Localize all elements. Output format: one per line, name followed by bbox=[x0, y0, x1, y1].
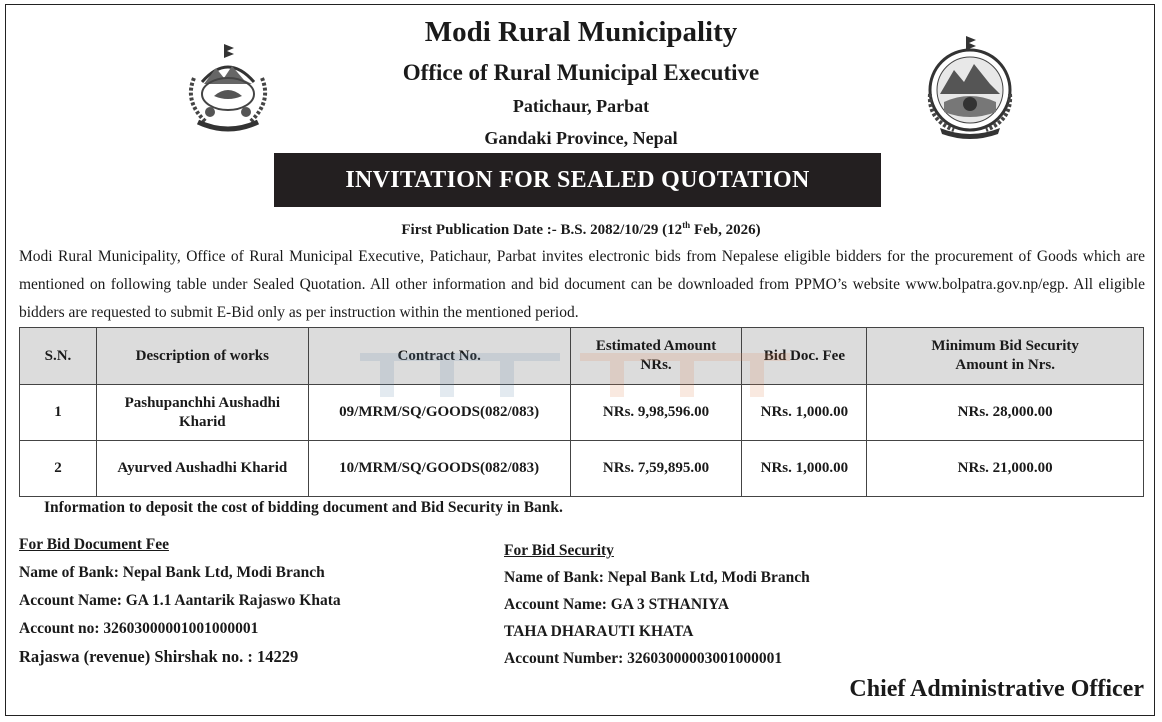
nepal-government-emblem-icon bbox=[180, 38, 276, 138]
publication-date-suffix: th bbox=[682, 220, 691, 230]
table-row bbox=[20, 385, 1144, 441]
header-security-line1: Minimum Bid Security bbox=[931, 338, 1079, 354]
bid-doc-fee-account-name: Account Name: GA 1.1 Aantarik Rajaswo Khata bbox=[19, 592, 341, 609]
cell-description bbox=[96, 385, 308, 441]
table-header-row bbox=[20, 328, 1144, 385]
bid-doc-fee-shirshak: Rajaswa (revenue) Shirshak no. : 14229 bbox=[19, 647, 299, 666]
header-sn: S.N. bbox=[20, 328, 97, 385]
bid-security-title: For Bid Security bbox=[504, 542, 614, 559]
cell-description-line1: Pashupanchhi Aushadhi bbox=[124, 394, 281, 411]
bid-security-account-no: Account Number: 32603000003001000001 bbox=[504, 650, 783, 667]
bank-info-title: Information to deposit the cost of bidding document and Bid Security in Bank. bbox=[44, 499, 563, 516]
publication-date bbox=[0, 220, 1162, 239]
header-estimated-line2: NRs. bbox=[640, 357, 672, 373]
municipality-name: Modi Rural Municipality bbox=[424, 16, 738, 48]
cell-bid-doc-fee: NRs. 1,000.00 bbox=[742, 385, 867, 441]
cell-description: Ayurved Aushadhi Kharid bbox=[96, 441, 308, 497]
bid-security-account-name-2: TAHA DHARAUTI KHATA bbox=[504, 623, 694, 640]
notice-banner: INVITATION FOR SEALED QUOTATION bbox=[274, 153, 881, 207]
cell-sn: 1 bbox=[20, 385, 97, 441]
cell-contract-no: 10/MRM/SQ/GOODS(082/083) bbox=[308, 441, 570, 497]
header-description: Description of works bbox=[96, 328, 308, 385]
office-name: Office of Rural Municipal Executive bbox=[402, 60, 760, 85]
office-address: Patichaur, Parbat bbox=[512, 96, 650, 116]
province-line: Gandaki Province, Nepal bbox=[484, 128, 678, 148]
header-bid-doc-fee: Bid Doc. Fee bbox=[742, 328, 867, 385]
cell-estimated-amount: NRs. 7,59,895.00 bbox=[570, 441, 742, 497]
header-contract-no: Contract No. bbox=[308, 328, 570, 385]
publication-date-label: First Publication Date :- B.S. 2082/10/29 (12 bbox=[401, 222, 683, 238]
bid-security-bank: Name of Bank: Nepal Bank Ltd, Modi Branch bbox=[504, 569, 810, 586]
header-security-line2: Amount in Nrs. bbox=[955, 357, 1055, 373]
bid-doc-fee-bank: Name of Bank: Nepal Bank Ltd, Modi Branch bbox=[19, 564, 325, 581]
cell-bid-security: NRs. 28,000.00 bbox=[867, 385, 1144, 441]
cell-bid-security: NRs. 21,000.00 bbox=[867, 441, 1144, 497]
bid-security-account-name: Account Name: GA 3 STHANIYA bbox=[504, 596, 730, 613]
table-row bbox=[20, 441, 1144, 497]
municipality-logo-icon bbox=[918, 34, 1022, 142]
header-estimated-amount bbox=[570, 328, 742, 385]
cell-estimated-amount: NRs. 9,98,596.00 bbox=[570, 385, 742, 441]
publication-date-tail: Feb, 2026) bbox=[690, 222, 761, 238]
bid-doc-fee-account-no: Account no: 32603000001001000001 bbox=[19, 620, 259, 637]
signature-title: Chief Administrative Officer bbox=[849, 676, 1144, 702]
quotation-table bbox=[19, 327, 1144, 497]
cell-description-line2: Kharid bbox=[178, 413, 226, 430]
bid-document-fee-section bbox=[19, 534, 341, 674]
cell-contract-no: 09/MRM/SQ/GOODS(082/083) bbox=[308, 385, 570, 441]
cell-sn: 2 bbox=[20, 441, 97, 497]
bid-doc-fee-title: For Bid Document Fee bbox=[19, 536, 169, 553]
notice-body-text: Modi Rural Municipality, Office of Rural Municipal Executive, Patichaur, Parbat invites electronic bids from Nepalese eligible bidders for the procurement of Goods which are mentioned on following table under Sealed Quotation. All other information and bid document can be downloaded from PPMO’s website www.bolpatra.gov.np/egp. All eligible bidders are requested to submit E-Bid only as per instruction within the mentioned period. bbox=[19, 248, 1145, 321]
header-bid-security bbox=[867, 328, 1144, 385]
cell-bid-doc-fee: NRs. 1,000.00 bbox=[742, 441, 867, 497]
bid-security-section bbox=[504, 540, 810, 675]
header-estimated-line1: Estimated Amount bbox=[595, 338, 717, 354]
